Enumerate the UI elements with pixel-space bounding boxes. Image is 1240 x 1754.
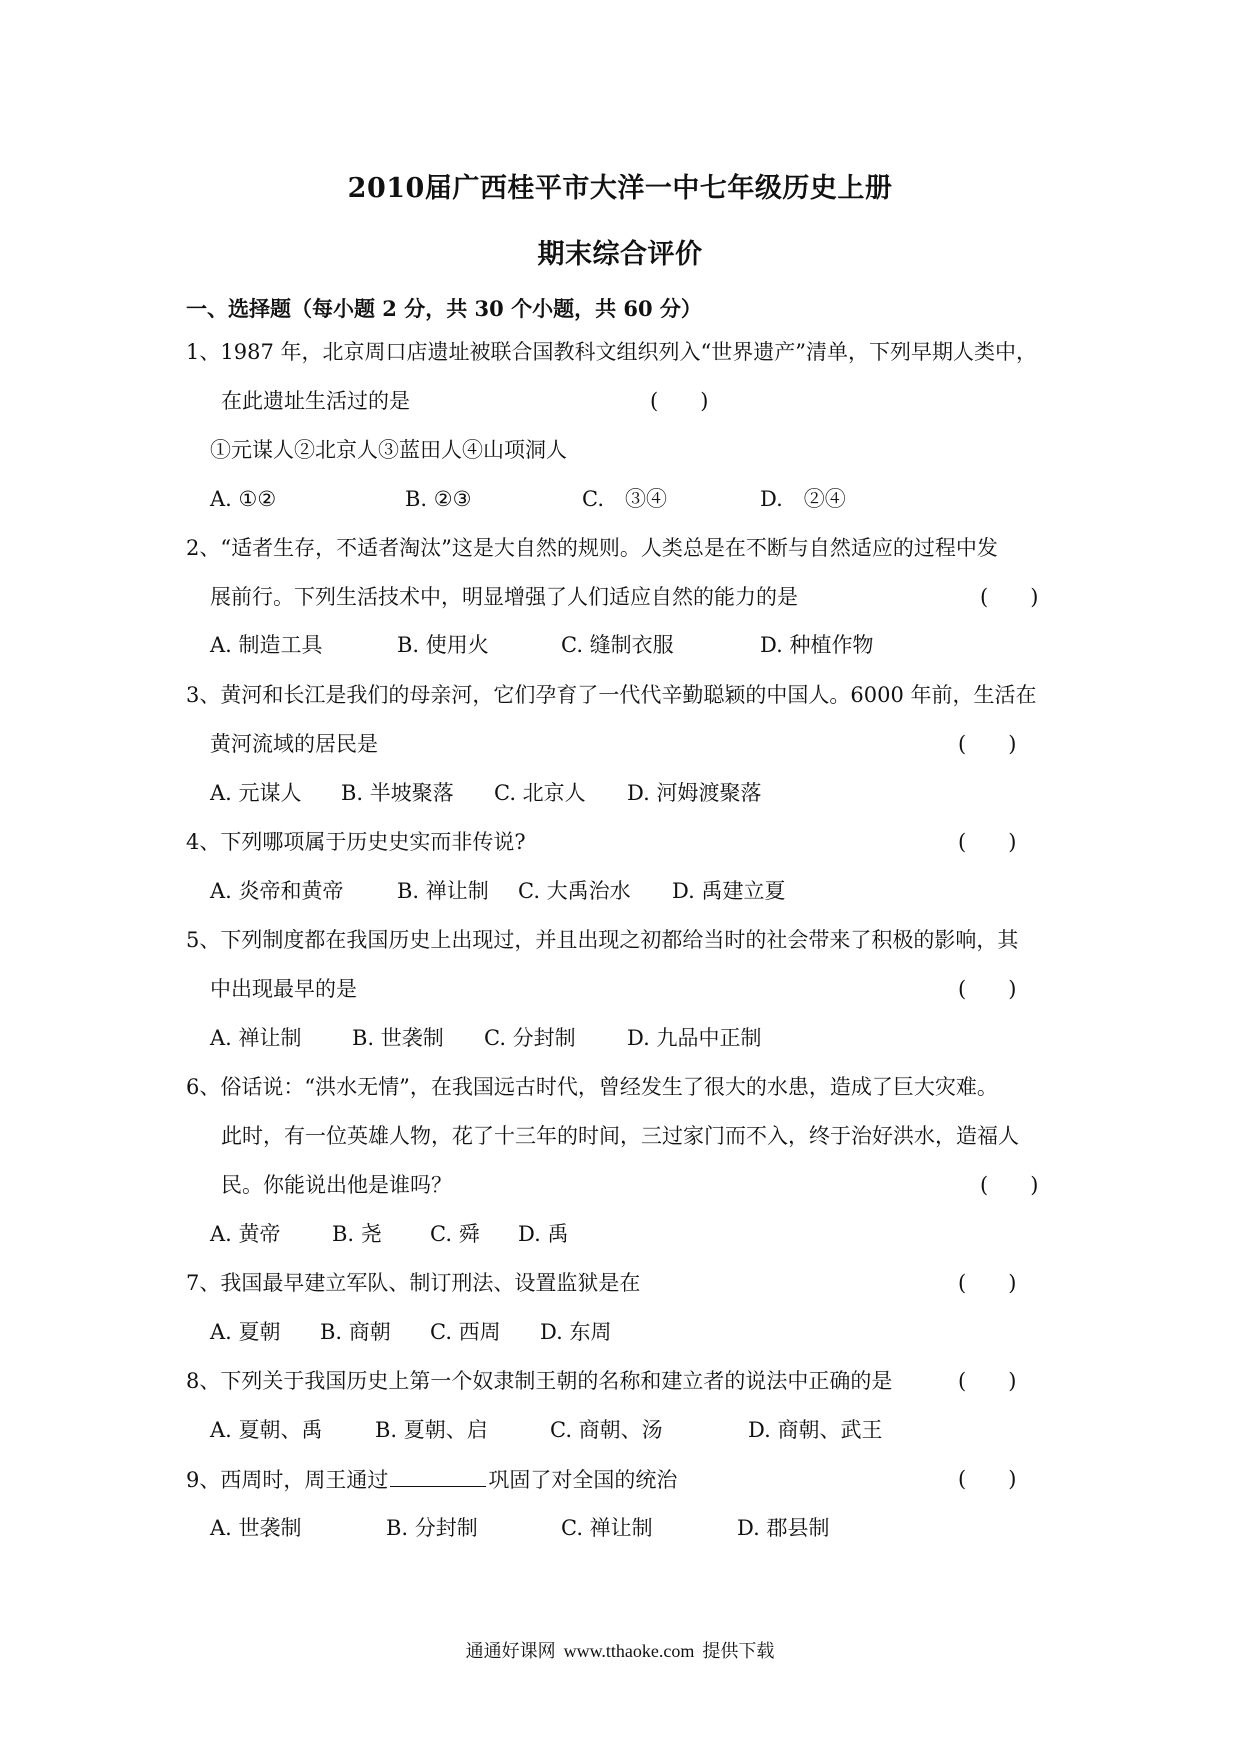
question-9-text-before: 9、西周时，周王通过 — [186, 1468, 389, 1492]
footer-note: 提供下载 — [702, 1641, 775, 1662]
question-2-option-b: B. 使用火 — [397, 633, 489, 657]
question-6-answer-paren: ( ) — [980, 1173, 1039, 1197]
page-footer — [0, 1637, 1240, 1663]
question-7-line-1: 7、我国最早建立军队、制订刑法、设置监狱是在 — [186, 1271, 641, 1295]
question-9-text-after: 巩固了对全国的统治 — [488, 1468, 678, 1492]
question-4-option-b: B. 禅让制 — [397, 879, 489, 903]
question-6-option-b: B. 尧 — [332, 1222, 382, 1246]
footer-url[interactable]: www.tthaoke.com — [563, 1641, 695, 1661]
question-5-option-c: C. 分封制 — [484, 1026, 576, 1050]
question-3-answer-paren: ( ) — [958, 732, 1017, 756]
question-9-option-a: A. 世袭制 — [210, 1516, 302, 1540]
question-9-option-d: D. 郡县制 — [737, 1516, 830, 1540]
question-7-option-a: A. 夏朝 — [210, 1320, 281, 1344]
question-9-option-b: B. 分封制 — [386, 1516, 478, 1540]
question-5-line-1: 5、下列制度都在我国历史上出现过，并且出现之初都给当时的社会带来了积极的影响，其 — [186, 928, 1019, 952]
question-4-option-a: A. 炎帝和黄帝 — [210, 879, 344, 903]
question-8-option-d: D. 商朝、武王 — [748, 1418, 883, 1442]
question-1-answer-paren: ( ) — [650, 389, 709, 413]
question-3-option-c: C. 北京人 — [494, 781, 586, 805]
question-8-option-b: B. 夏朝、启 — [375, 1418, 488, 1442]
question-1-option-c: C. ③④ — [582, 487, 667, 511]
question-5-option-a: A. 禅让制 — [210, 1026, 302, 1050]
question-1-option-a: A. ①② — [210, 487, 277, 511]
question-4-option-c: C. 大禹治水 — [518, 879, 631, 903]
question-1-line-1: 1、1987 年，北京周口店遗址被联合国教科文组织列入“世界遗产”清单，下列早期人类中， — [186, 340, 1037, 364]
question-2-option-a: A. 制造工具 — [210, 633, 323, 657]
question-7-option-c: C. 西周 — [430, 1320, 501, 1344]
page-subtitle: 期末综合评价 — [537, 239, 703, 270]
question-7-option-b: B. 商朝 — [320, 1320, 391, 1344]
question-9-answer-paren: ( ) — [958, 1467, 1017, 1491]
question-4-line-1: 4、下列哪项属于历史史实而非传说? — [186, 830, 526, 854]
question-3-option-a: A. 元谋人 — [210, 781, 302, 805]
question-6-option-d: D. 禹 — [518, 1222, 569, 1246]
question-6-option-a: A. 黄帝 — [210, 1222, 281, 1246]
question-2-line-1: 2、“适者生存，不适者淘汰”这是大自然的规则。人类总是在不断与自然适应的过程中发 — [186, 536, 998, 560]
question-6-line-2: 此时，有一位英雄人物，花了十三年的时间，三过家门而不入，终于治好洪水，造福人 — [221, 1124, 1019, 1148]
question-8-option-c: C. 商朝、汤 — [550, 1418, 663, 1442]
question-2-option-d: D. 种植作物 — [760, 633, 874, 657]
question-2-line-2: 展前行。下列生活技术中，明显增强了人们适应自然的能力的是 — [210, 585, 798, 609]
question-6-line-1: 6、俗话说：“洪水无情”，在我国远古时代，曾经发生了很大的水患，造成了巨大灾难。 — [186, 1075, 998, 1099]
question-7-answer-paren: ( ) — [958, 1271, 1017, 1295]
section-heading: 一、选择题（每小题 2 分，共 30 个小题，共 60 分） — [186, 296, 702, 321]
question-8-answer-paren: ( ) — [958, 1369, 1017, 1393]
question-3-option-b: B. 半坡聚落 — [341, 781, 454, 805]
question-4-answer-paren: ( ) — [958, 830, 1017, 854]
question-9-option-c: C. 禅让制 — [561, 1516, 653, 1540]
question-5-option-d: D. 九品中正制 — [627, 1026, 762, 1050]
question-2-answer-paren: ( ) — [980, 585, 1039, 609]
fill-in-blank — [390, 1464, 486, 1487]
question-2-option-c: C. 缝制衣服 — [561, 633, 674, 657]
footer-site-name: 通通好课网 — [465, 1641, 556, 1662]
question-1-sub: ①元谋人②北京人③蓝田人④山项洞人 — [210, 438, 567, 462]
question-5-answer-paren: ( ) — [958, 977, 1017, 1001]
question-4-option-d: D. 禹建立夏 — [672, 879, 786, 903]
question-7-option-d: D. 东周 — [540, 1320, 612, 1344]
question-1-line-2: 在此遗址生活过的是 — [221, 389, 410, 413]
question-3-line-1: 3、黄河和长江是我们的母亲河，它们孕育了一代代辛勤聪颖的中国人。6000 年前，生活在 — [186, 683, 1037, 707]
question-1-option-d: D. ②④ — [760, 487, 846, 511]
question-9-line-1 — [186, 1464, 677, 1495]
question-8-line-1: 8、下列关于我国历史上第一个奴隶制王朝的名称和建立者的说法中正确的是 — [186, 1369, 893, 1393]
question-5-line-2: 中出现最早的是 — [210, 977, 357, 1001]
question-6-option-c: C. 舜 — [430, 1222, 480, 1246]
page-title: 2010届广西桂平市大洋一中七年级历史上册 — [347, 173, 893, 204]
question-5-option-b: B. 世袭制 — [352, 1026, 444, 1050]
question-1-option-b: B. ②③ — [405, 487, 472, 511]
question-3-line-2: 黄河流域的居民是 — [210, 732, 378, 756]
question-6-line-3: 民。你能说出他是谁吗？ — [221, 1173, 452, 1197]
question-8-option-a: A. 夏朝、禹 — [210, 1418, 323, 1442]
question-3-option-d: D. 河姆渡聚落 — [627, 781, 762, 805]
